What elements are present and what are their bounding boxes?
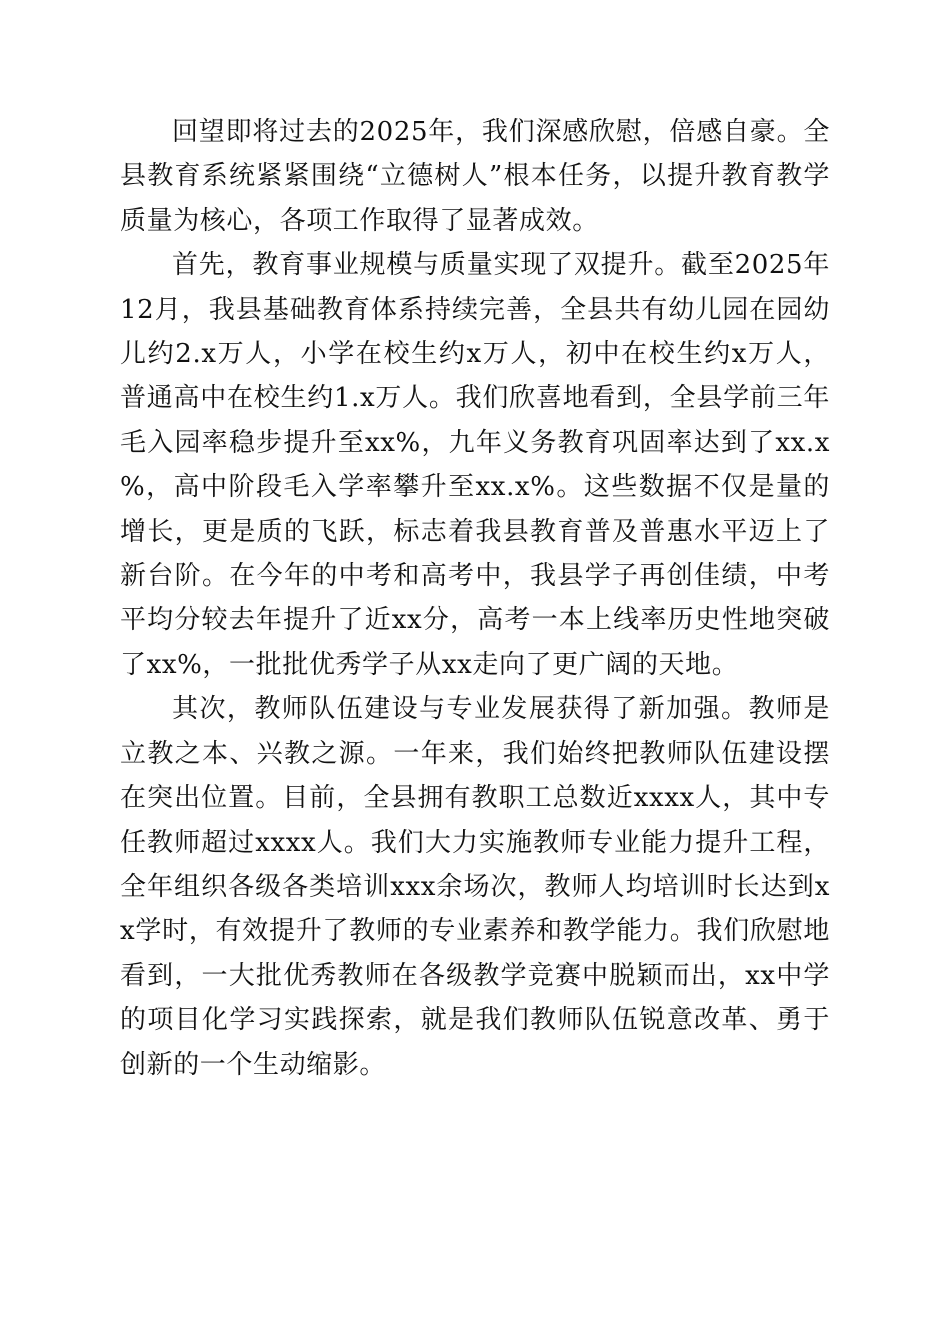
document-body <box>120 110 830 1087</box>
paragraph-teacher-development: 其次，教师队伍建设与专业发展获得了新加强。教师是立教之本、兴教之源。一年来，我们始终把教师队伍建设摆在突出位置。目前，全县拥有教职工总数近xxxx人，其中专任教师超过xxxx人。我们大力实施教师专业能力提升工程，全年组织各级各类培训xxx余场次，教师人均培训时长达到xx学时，有效提升了教师的专业素养和教学能力。我们欣慰地看到，一大批优秀教师在各级教学竞赛中脱颖而出，xx中学的项目化学习实践探索，就是我们教师队伍锐意改革、勇于创新的一个生动缩影。 <box>120 694 830 1080</box>
paragraph-education-scale: 首先，教育事业规模与质量实现了双提升。截至2025年12月，我县基础教育体系持续完善，全县共有幼儿园在园幼儿约2.x万人，小学在校生约x万人，初中在校生约x万人，普通高中在校生约1.x万人。我们欣喜地看到，全县学前三年毛入园率稳步提升至xx%，九年义务教育巩固率达到了xx.x%，高中阶段毛入学率攀升至xx.x%。这些数据不仅是量的增长，更是质的飞跃，标志着我县教育普及普惠水平迈上了新台阶。在今年的中考和高考中，我县学子再创佳绩，中考平均分较去年提升了近xx分，高考一本上线率历史性地突破了xx%，一批批优秀学子从xx走向了更广阔的天地。 <box>120 250 830 680</box>
paragraph-intro: 回望即将过去的2025年，我们深感欣慰，倍感自豪。全县教育系统紧紧围绕“立德树人”根本任务，以提升教育教学质量为核心，各项工作取得了显著成效。 <box>120 117 830 236</box>
